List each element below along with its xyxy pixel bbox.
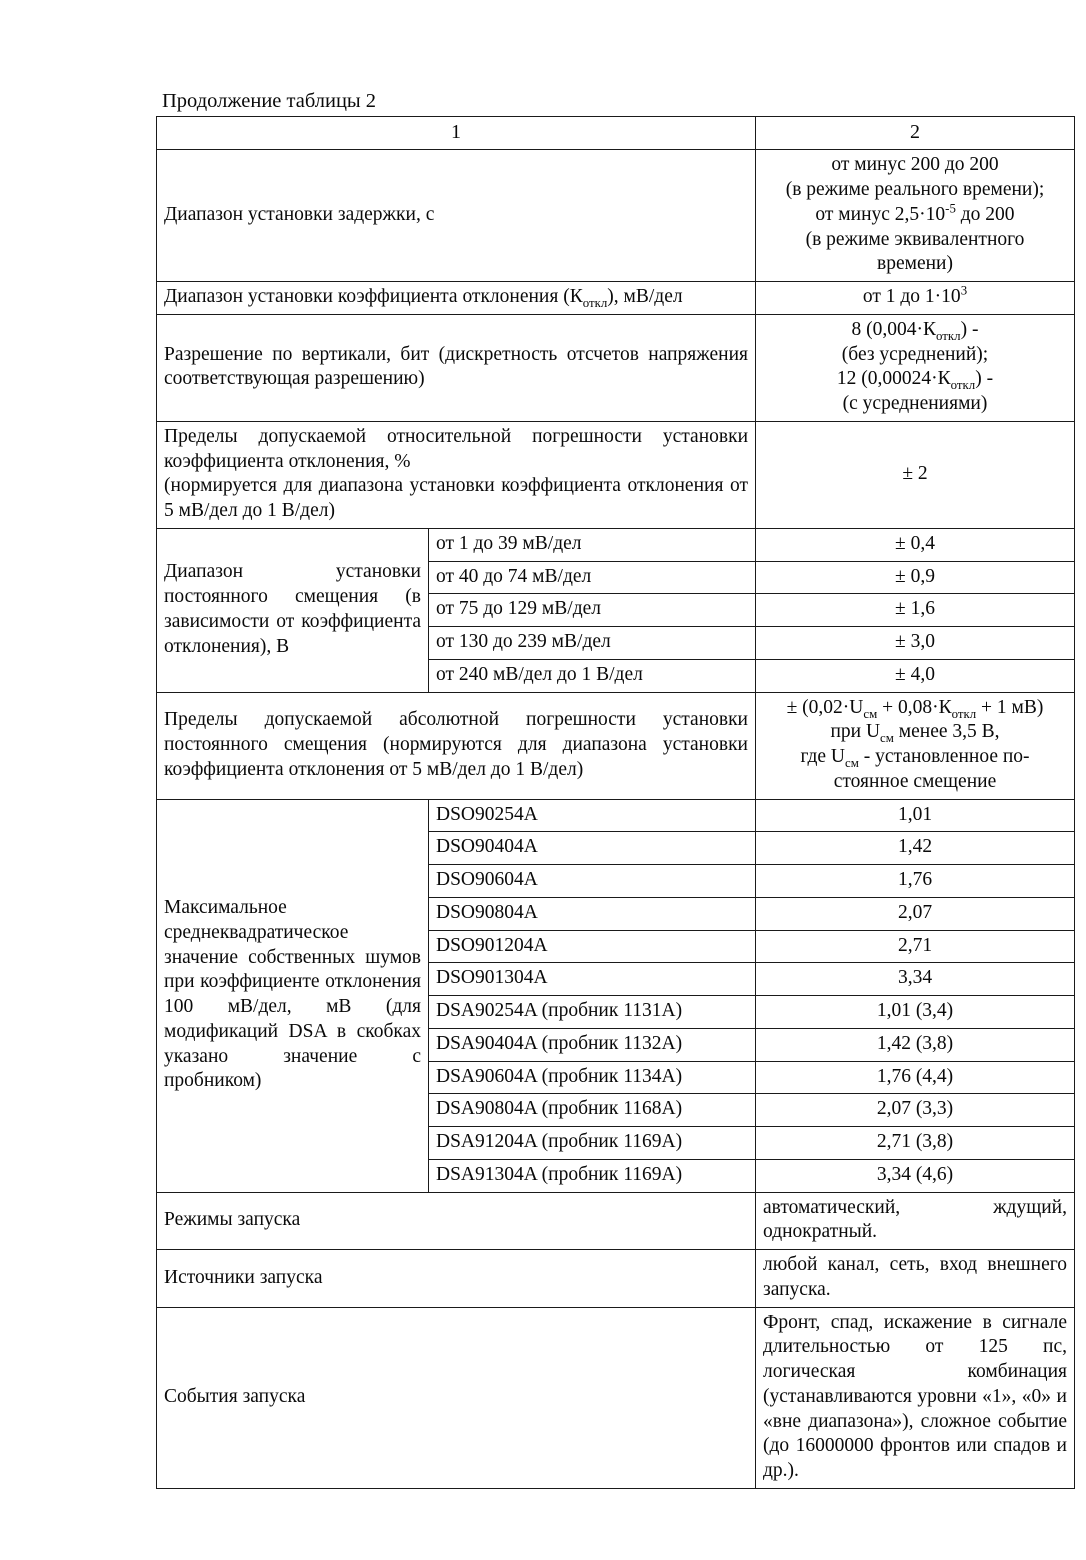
noise-value-11: 3,34 (4,6) (756, 1159, 1075, 1192)
noise-model-0: DSO90254A (429, 799, 756, 832)
table-row (157, 799, 1075, 832)
delay-line-4: (в режиме эквивалентного (805, 228, 1025, 250)
delay-line-3-pre: от минус 2,5·10 (815, 203, 946, 225)
value-deflection-pre: от 1 до 1·10 (862, 286, 961, 308)
noise-model-6: DSA90254A (пробник 1131A) (429, 996, 756, 1029)
value-vertical-resolution (756, 314, 1075, 421)
vres-line-1-sub: откл (936, 328, 961, 343)
table-row (157, 150, 1075, 282)
value-deflection-sup: 3 (960, 283, 968, 298)
param-delay-range: Диапазон установки задержки, с (157, 150, 756, 282)
vres-line-3-sub: откл (950, 378, 976, 393)
abs-error-line-2 (763, 720, 1067, 745)
vres-line-3-post: ) - (975, 368, 994, 390)
value-trigger-modes: автоматический, ждущий, однократный. (756, 1192, 1075, 1250)
dc-offset-range-1: от 40 до 74 мВ/дел (429, 561, 756, 594)
value-trigger-sources: любой канал, сеть, вход внешнего запуска. (756, 1250, 1075, 1308)
dc-offset-value-0: ± 0,4 (756, 528, 1075, 561)
abs-l1-c: + 1 мВ) (976, 696, 1044, 718)
delay-line-1: от минус 200 до 200 (831, 154, 999, 176)
abs-l1-b: + 0,08·К (877, 696, 952, 718)
noise-value-7: 1,42 (3,8) (756, 1028, 1075, 1061)
table-row (157, 1307, 1075, 1488)
dc-offset-value-4: ± 4,0 (756, 659, 1075, 692)
abs-l3-a: где U (800, 746, 846, 768)
vres-line-3 (763, 367, 1067, 392)
table-row (157, 314, 1075, 421)
param-absolute-error: Пределы допускаемой абсолютной погрешности установки постоянного смещения (нормируются для диапазона установки коэффициента отклонения от 5 мВ/дел до 1 В/дел) (157, 692, 756, 799)
vres-line-1-pre: 8 (0,004·К (851, 318, 937, 340)
abs-l2-b: менее 3,5 В, (893, 721, 1000, 743)
delay-line-3-sup: -5 (945, 201, 956, 216)
delay-line-5: времени) (877, 253, 953, 275)
param-trigger-modes: Режимы запуска (157, 1192, 756, 1250)
noise-model-2: DSO90604A (429, 865, 756, 898)
dc-offset-range-4: от 240 мВ/дел до 1 В/дел (429, 659, 756, 692)
param-relative-error (157, 421, 756, 528)
delay-line-3 (763, 203, 1067, 228)
abs-l1-sub2: откл (951, 706, 977, 721)
abs-l2-sub: см (880, 731, 894, 746)
param-deflection-pre: Диапазон установки коэффициента отклонения (К (164, 286, 583, 308)
value-delay-range (756, 150, 1075, 282)
abs-error-line-4: стоянное смещение (833, 770, 997, 792)
specification-table (156, 116, 1075, 1489)
param-vertical-resolution: Разрешение по вертикали, бит (дискретность отсчетов напряжения соответствующая разрешению) (157, 314, 756, 421)
abs-error-line-3 (763, 745, 1067, 770)
noise-value-10: 2,71 (3,8) (756, 1127, 1075, 1160)
dc-offset-range-3: от 130 до 239 мВ/дел (429, 627, 756, 660)
column-header-2: 2 (756, 117, 1075, 150)
noise-value-9: 2,07 (3,3) (756, 1094, 1075, 1127)
noise-value-3: 2,07 (756, 897, 1075, 930)
value-trigger-events: Фронт, спад, искажение в сигнале длительностью от 125 пс, логическая комбинация (устанавливаются уровни «1», «0» и «вне диапазона»), сложное событие (до 16000000 фронтов или спадов и др.). (756, 1307, 1075, 1488)
value-relative-error: ± 2 (756, 421, 1075, 528)
abs-l3-b: - установленное по- (858, 746, 1030, 768)
abs-l1-a: ± (0,02·U (786, 696, 864, 718)
noise-model-10: DSA91204A (пробник 1169A) (429, 1127, 756, 1160)
vres-line-3-pre: 12 (0,00024·К (836, 368, 951, 390)
noise-value-1: 1,42 (756, 832, 1075, 865)
table-row (157, 282, 1075, 315)
param-dc-offset-range: Диапазон установки постоянного смещения (в зависимости от коэффициента отклонения), В (157, 528, 429, 692)
vres-line-1-post: ) - (960, 318, 979, 340)
noise-value-5: 3,34 (756, 963, 1075, 996)
table-caption: Продолжение таблицы 2 (162, 90, 377, 112)
rel-error-line-1: Пределы допускаемой относительной погрешности установки коэффициента отклонения, % (164, 425, 748, 472)
table-row (157, 1250, 1075, 1308)
dc-offset-value-2: ± 1,6 (756, 594, 1075, 627)
value-deflection-range (756, 282, 1075, 315)
noise-model-7: DSA90404A (пробник 1132A) (429, 1028, 756, 1061)
noise-model-1: DSO90404A (429, 832, 756, 865)
table-row (157, 528, 1075, 561)
noise-value-6: 1,01 (3,4) (756, 996, 1075, 1029)
param-deflection-post: ), мВ/дел (607, 286, 683, 308)
param-trigger-events: События запуска (157, 1307, 756, 1488)
delay-line-2: (в режиме реального времени); (785, 179, 1045, 201)
table-row (157, 1192, 1075, 1250)
vres-line-1 (763, 318, 1067, 343)
noise-value-8: 1,76 (4,4) (756, 1061, 1075, 1094)
noise-model-9: DSA90804A (пробник 1168A) (429, 1094, 756, 1127)
abs-error-line-1 (763, 696, 1067, 721)
noise-model-4: DSO901204A (429, 930, 756, 963)
abs-l3-sub: см (845, 756, 859, 771)
noise-model-11: DSA91304A (пробник 1169A) (429, 1159, 756, 1192)
noise-value-4: 2,71 (756, 930, 1075, 963)
dc-offset-value-1: ± 0,9 (756, 561, 1075, 594)
value-absolute-error (756, 692, 1075, 799)
noise-value-2: 1,76 (756, 865, 1075, 898)
abs-l2-a: при U (830, 721, 881, 743)
vres-line-4: (с усреднениями) (842, 393, 988, 415)
param-deflection-range (157, 282, 756, 315)
table-row (157, 421, 1075, 528)
table-header-row (157, 117, 1075, 150)
noise-model-5: DSO901304A (429, 963, 756, 996)
delay-line-3-post: до 200 (955, 203, 1015, 225)
column-header-1: 1 (157, 117, 756, 150)
vres-line-2: (без усреднений); (841, 343, 989, 365)
noise-model-3: DSO90804A (429, 897, 756, 930)
dc-offset-range-0: от 1 до 39 мВ/дел (429, 528, 756, 561)
noise-model-8: DSA90604A (пробник 1134A) (429, 1061, 756, 1094)
param-trigger-sources: Источники запуска (157, 1250, 756, 1308)
rel-error-line-2: (нормируется для диапазона установки коэффициента отклонения от 5 мВ/дел до 1 В/дел) (164, 475, 748, 522)
noise-value-0: 1,01 (756, 799, 1075, 832)
dc-offset-value-3: ± 3,0 (756, 627, 1075, 660)
table-row (157, 692, 1075, 799)
abs-l1-sub1: см (863, 706, 878, 721)
dc-offset-range-2: от 75 до 129 мВ/дел (429, 594, 756, 627)
param-deflection-sub: откл (582, 296, 608, 311)
param-noise: Максимальное среднеквадратическое значение собственных шумов при коэффициенте отклонения 100 мВ/дел, мВ (для модификаций DSA в скобках указано значение с пробником) (157, 799, 429, 1192)
